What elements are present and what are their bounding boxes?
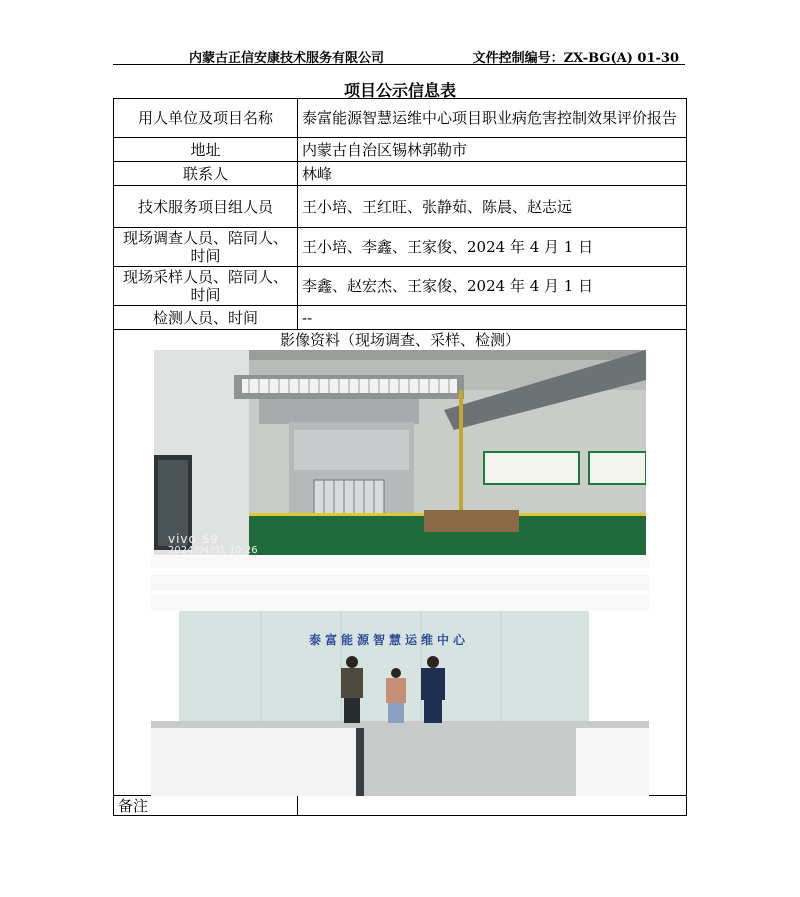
remark-label: 备注 xyxy=(114,796,298,816)
site-photo-team xyxy=(151,556,649,796)
row-value: 李鑫、赵宏杰、王家俊、2024 年 4 月 1 日 xyxy=(298,267,687,306)
table-row xyxy=(114,306,687,330)
photo-timestamp: 2024/04/01 10:26 xyxy=(168,545,258,555)
row-value: 内蒙古自治区锡林郭勒市 xyxy=(298,138,687,162)
lobby-sign: 泰富能源智慧运维中心 xyxy=(308,633,469,647)
photo-cell xyxy=(114,330,687,796)
table-row xyxy=(114,138,687,162)
row-value: 林峰 xyxy=(298,162,687,186)
table-row xyxy=(114,267,687,306)
project-info-table xyxy=(113,98,687,816)
photo2-watermark xyxy=(165,770,270,792)
row-value: 泰富能源智慧运维中心项目职业病危害控制效果评价报告 xyxy=(298,99,687,138)
photo-row xyxy=(114,330,687,796)
row-value: 王小培、李鑫、王家俊、2024 年 4 月 1 日 xyxy=(298,228,687,267)
photo-caption: 影像资料（现场调查、采样、检测） xyxy=(279,331,520,349)
row-label: 现场调查人员、陪同人、时间 xyxy=(114,228,298,267)
camera-label: vivo X100 | ZEISS xyxy=(165,770,271,781)
row-value: 王小培、王红旺、张静茹、陈晨、赵志远 xyxy=(298,186,687,228)
row-label: 技术服务项目组人员 xyxy=(114,186,298,228)
site-photo-equipment xyxy=(154,350,646,555)
equipment-room-illustration xyxy=(154,350,646,555)
lobby-illustration xyxy=(151,556,649,796)
table-row xyxy=(114,186,687,228)
row-label: 联系人 xyxy=(114,162,298,186)
document-control-number: 文件控制编号：ZX-BG(A) 01-30 xyxy=(472,51,679,66)
page-title: 项目公示信息表 xyxy=(343,81,456,100)
row-label: 检测人员、时间 xyxy=(114,306,298,330)
company-name: 内蒙古正信安康技术服务有限公司 xyxy=(189,51,385,66)
row-value: -- xyxy=(298,306,687,330)
table-row xyxy=(114,228,687,267)
document-header xyxy=(113,46,685,65)
photo-timestamp: 2024.04.01 10:33 xyxy=(165,782,237,791)
remark-value xyxy=(298,796,687,816)
row-label: 用人单位及项目名称 xyxy=(114,99,298,138)
row-label: 地址 xyxy=(114,138,298,162)
row-label: 现场采样人员、陪同人、时间 xyxy=(114,267,298,306)
photo1-watermark xyxy=(168,534,258,555)
camera-label: vivo S9 xyxy=(168,532,219,546)
table-row xyxy=(114,99,687,138)
table-row xyxy=(114,162,687,186)
table-row xyxy=(114,796,687,816)
